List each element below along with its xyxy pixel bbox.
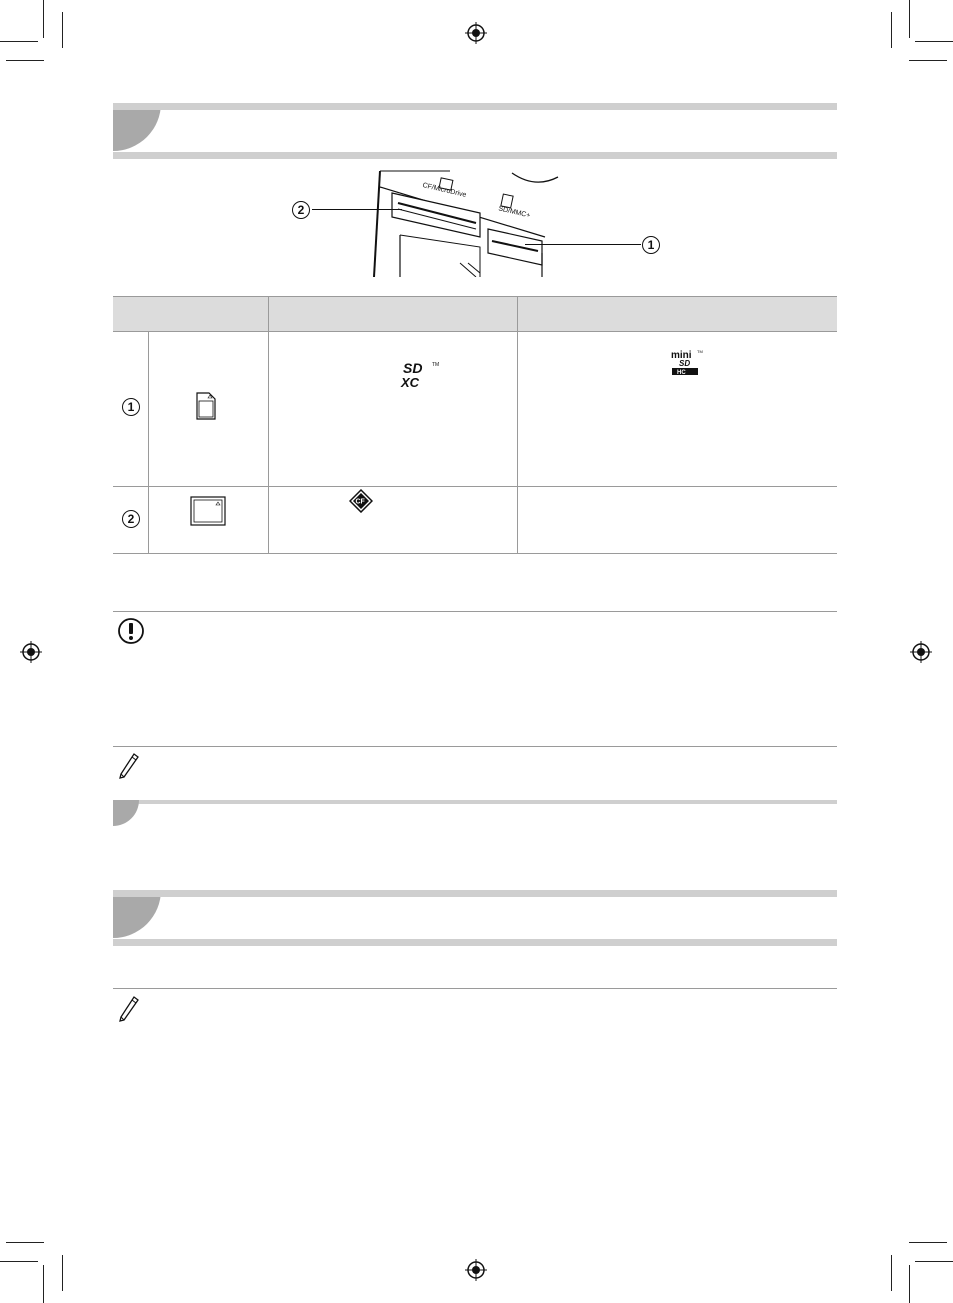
adapter-card-cell: [518, 487, 837, 554]
caution-icon: [117, 617, 145, 645]
sd-card-icon: [196, 392, 216, 420]
memory-card-table: [113, 296, 837, 554]
table-header-cell: [268, 297, 518, 332]
crop-mark: [6, 60, 44, 61]
crop-mark: [909, 1265, 910, 1303]
callout-number: 2: [292, 201, 310, 219]
adapter-card-cell: [518, 332, 837, 487]
crop-mark: [909, 60, 947, 61]
section-bar-bottom: [113, 939, 837, 946]
subsection-tab: [113, 800, 139, 826]
svg-text:SD: SD: [402, 360, 423, 376]
card-type-cell: [268, 332, 518, 487]
svg-text:TM: TM: [697, 349, 704, 354]
crop-mark: [62, 1255, 63, 1291]
svg-text:XC: XC: [400, 375, 419, 390]
table-header-cell: [113, 297, 268, 332]
row-number: 2: [122, 510, 140, 528]
crop-mark: [43, 1265, 44, 1303]
crop-mark: [909, 1242, 947, 1243]
divider: [113, 746, 837, 747]
svg-text:SD: SD: [679, 359, 691, 368]
divider: [113, 611, 837, 612]
section-header: [113, 890, 837, 948]
card-icon-cell: [148, 487, 268, 554]
card-type-cell: [268, 487, 518, 554]
sdxc-logo-icon: [399, 360, 443, 390]
pencil-icon: [116, 993, 142, 1023]
section-tab: [113, 890, 161, 938]
section-bar-bottom: [113, 152, 837, 159]
crop-mark: [915, 41, 953, 42]
svg-text:CF: CF: [355, 498, 365, 506]
cf-card-icon: [190, 496, 226, 526]
card-icon-cell: [148, 332, 268, 487]
registration-mark-icon: [465, 22, 487, 44]
section-bar-top: [113, 890, 837, 897]
table-header-cell: [518, 297, 837, 332]
pencil-icon: [116, 750, 142, 780]
row-number-cell: [113, 487, 148, 554]
divider: [113, 988, 837, 989]
crop-mark: [909, 0, 910, 38]
sd-slot-label: SD/MMC+: [497, 205, 531, 220]
minisdhc-logo-icon: [670, 348, 706, 376]
crop-mark: [915, 1261, 953, 1262]
callout-line: [525, 244, 641, 245]
cf-logo-icon: [349, 489, 373, 513]
registration-mark-icon: [910, 641, 932, 663]
crop-mark: [43, 0, 44, 38]
crop-mark: [891, 1255, 892, 1291]
crop-mark: [62, 12, 63, 48]
svg-text:mini: mini: [671, 350, 692, 361]
section-header: [113, 103, 837, 161]
crop-mark: [6, 1242, 44, 1243]
registration-mark-icon: [465, 1259, 487, 1281]
callout-number: 1: [642, 236, 660, 254]
crop-mark: [0, 1261, 38, 1262]
svg-text:TM: TM: [431, 362, 439, 368]
subsection-bar: [113, 800, 837, 804]
section-tab: [113, 103, 161, 151]
table-header-row: [113, 297, 837, 332]
svg-text:HC: HC: [677, 370, 687, 376]
table-row: [113, 332, 837, 487]
row-number: 1: [122, 398, 140, 416]
printer-illustration: [280, 165, 680, 277]
section-bar-top: [113, 103, 837, 110]
crop-mark: [0, 41, 38, 42]
crop-mark: [891, 12, 892, 48]
printer-drawing: [280, 165, 680, 277]
registration-mark-icon: [20, 641, 42, 663]
table-row: [113, 487, 837, 554]
callout-line: [312, 209, 402, 210]
row-number-cell: [113, 332, 148, 487]
cf-slot-label: CF/MicroDrive: [421, 182, 467, 199]
